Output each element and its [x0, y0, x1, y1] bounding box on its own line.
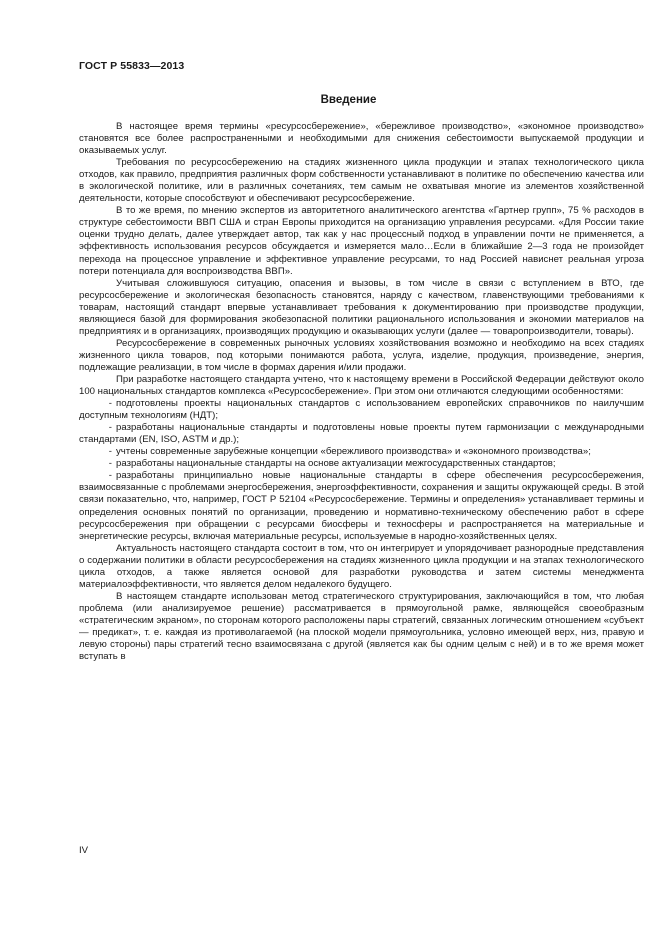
paragraph: В то же время, по мнению экспертов из авторитетного аналитического агентства «Гартнер групп», 75 % расходов в структуре себестоимости ВВП США и стран Европы приходится на организацию управления ресурсами. «Для России такие оценки трудно делать, далее утверждает автор, так как у нас процессный подход в управлении почти не применяется, а эффективность использования ресурсов обсуждается и измеряется мало…Если в ближайшие 2—3 года не произойдет перехода на процессное управление и эффективное управление ресурсами, то над Россией нависнет реальная угроза потери потенциала для воспроизводства ВВП».	[79, 205, 644, 277]
list-item	[79, 470, 644, 542]
page-number: IV	[79, 845, 89, 856]
list-item-text: разработаны принципиально новые национальные стандарты в сфере обеспечения ресурсосбережения, взаимосвязанные с проблемами энергосбережения, энергоэффективности, сохранения и защиты окружающей среды. В этой связи показательно, что, например, ГОСТ Р 52104 «Ресурсосбережение. Термины и определения» устанавливает термины и определения основных понятий по организации, проведению и нормативно-техническому обеспечению работ в сфере ресурсосбережения при обращении с ресурсами биосферы и техносферы и распространяется на материальные и энергетические ресурсы, включая материальные ресурсы, используемые в народно-хозяйственных целях.	[79, 470, 644, 542]
list-item-text: разработаны национальные стандарты на основе актуализации межгосударственных стандартов;	[116, 458, 556, 470]
list-item	[79, 446, 644, 458]
paragraph: Ресурсосбережение в современных рыночных условиях хозяйствования возможно и необходимо на всех стадиях жизненного цикла товаров, под которыми понимаются работа, услуга, изделие, продукция, произведение, энергия, подлежащие реализации, в том числе в формах дарения и/или продажи.	[79, 337, 644, 373]
list-item	[79, 458, 644, 470]
paragraph: Актуальность настоящего стандарта состоит в том, что он интегрирует и упорядочивает разнородные представления о содержании политики в области ресурсосбережения на стадиях жизненного цикла продукции и на этапах технологического цикла отходов, а также является основой для разработки руководства и затем системы менеджмента материалоэффективности, что является делом недалекого будущего.	[79, 542, 644, 590]
list-item	[79, 422, 644, 446]
paragraph: Учитывая сложившуюся ситуацию, опасения и вызовы, в том числе в связи с вступлением в ВТО, где ресурсосбережение и экологическая безопасность становятся, наряду с качеством, главенствующими требованиями к товарам, настоящий стандарт впервые устанавливает требования к документированию при производстве продукции, являющиеся базой для формирования экобезопасной политики рационального использования и экономии материалов на предприятиях и в организациях, производящих продукцию и оказывающих услуги (далее — товаропроизводители, товары).	[79, 277, 644, 337]
paragraph: В настоящем стандарте использован метод стратегического структурирования, заключающийся в том, что любая проблема (или анализируемое решение) рассматривается в прямоугольной рамке, являющейся своеобразным «стратегическим экраном», по сторонам которого расположены пары стратегий, связанных логическим отношением «субъект — предикат», т. е. каждая из противолагаемой (на плоской модели прямоугольника, условно имеющей верх, низ, правую и левую стороны) пары стратегий тесно взаимосвязана с другой (является как бы одним целым с ней) и в то же время может вступать в	[79, 590, 644, 663]
body-text	[79, 121, 644, 663]
paragraph: При разработке настоящего стандарта учтено, что к настоящему времени в Российской Федерации действуют около 100 национальных стандартов комплекса «Ресурсосбережение». При этом они отличаются следующими особенностями:	[79, 373, 644, 398]
list-marker: -	[108, 422, 112, 434]
section-title: Введение	[320, 94, 377, 106]
paragraph: В настоящее время термины «ресурсосбережение», «бережливое производство», «экономное производство» становятся все более распространенными и необходимыми для снижения себестоимости выпускаемой продукции и оказываемых услуг.	[79, 121, 644, 157]
list-marker: -	[108, 446, 112, 458]
list-marker: -	[108, 458, 112, 470]
list-item-text: учтены современные зарубежные концепции «бережливого производства» и «экономного производства»;	[116, 446, 591, 458]
list-marker: -	[108, 470, 112, 482]
list-item	[79, 398, 644, 422]
list-marker: -	[108, 398, 112, 410]
list-item-text: разработаны национальные стандарты и подготовлены новые проекты путем гармонизации с международными стандартами (EN, ISO, ASTM и др.);	[79, 422, 644, 446]
paragraph: Требования по ресурсосбережению на стадиях жизненного цикла продукции и этапах технологического цикла отходов, как правило, предприятия различных форм собственности устанавливают в политике по обеспечению качества или в экологической политике, или в различных сочетаниях, тем самым не охватывая многие из элементов хозяйственной деятельности, которые способствуют и обеспечивают ресурсосбережение.	[79, 157, 644, 205]
document-header: ГОСТ Р 55833—2013	[79, 60, 185, 72]
list-item-text: подготовлены проекты национальных стандартов с использованием европейских справочников по наилучшим доступным технологиям (НДТ);	[79, 398, 644, 422]
